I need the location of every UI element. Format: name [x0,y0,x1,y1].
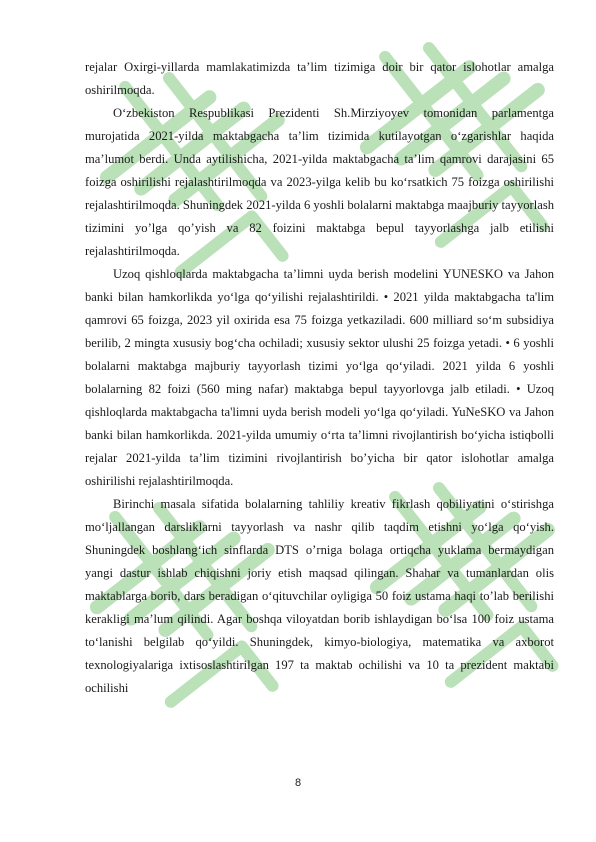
paragraph: Uzoq qishloqlarda maktabgacha ta’limni uyda berish modelini YUNESKO va Jahon banki bilan hamkorlikda yo‘lga qo‘yilishi rejalashtirildi. • 2021 yilda maktabgacha ta'lim qamrovi 65 foizga, 2023 yil oxirida esa 75 foizga yetkaziladi. 600 milliard so‘m subsidiya berilib, 2 mingta xususiy bog‘cha ochiladi; xususiy sektor ulushi 25 foizga yetadi. • 6 yoshli bolalarni maktabga majburiy tayyorlash tizimi yo‘lga qo‘yiladi. 2021 yilda 6 yoshli bolalarning 82 foizi (560 ming nafar) maktabga bepul tayyorlovga jalb etiladi. • Uzoq qishloqlarda maktabgacha ta'limni uyda berish modeli yo‘lga qo‘yiladi. YuNeSKO va Jahon banki bilan hamkorlikda. 2021-yilda umumiy o‘rta ta’limni rivojlantirish bo‘yicha istiqbolli rejalar 2021-yilda ta’lim tizimini rivojlantirish bo’yicha bir qator islohotlar amalga oshirilishi rejalashtirilmoqda. [85,267,554,488]
paragraph: Birinchi masala sifatida bolalarning tahliliy kreativ fikrlash qobiliyatini o‘stirishga mo‘ljallangan darsliklarni tayyorlash va nashr qilib taqdim etishni yo‘lga qo‘yish. Shuningdek boshlang‘ich sinflarda DTS o’rniga bolaga ortiqcha yuklama bermaydigan yangi dastur ishlab chiqishni joriy etish maqsad qilingan. Shahar va tumanlardan olis maktablarga borib, dars beradigan o‘qituvchilar oyligiga 50 foiz ustama haqi to’lab berilishi kerakligi ma’lum qilindi. Agar boshqa viloyatdan borib ishlaydigan bo‘lsa 100 foiz ustama to‘lanishi belgilab qo‘yildi. Shuningdek, kimyo-biologiya, matematika va axborot texnologiyalariga ixtisoslashtirilgan 197 ta maktab ochilishi va 10 ta prezident maktabi ochilishi [85,497,554,695]
page-number: 8 [294,777,302,789]
paragraph: rejalar Oxirgi-yillarda mamlakatimizda ta’lim tizimiga doir bir qator islohotlar amalga oshirilmoqda. [85,60,554,97]
document-body [85,56,554,700]
paragraph: O‘zbekiston Respublikasi Prezidenti Sh.Mirziyoyev tomonidan parlamentga murojatida 2021-yilda maktabgacha ta’lim tizimida kutilayotgan o‘zgarishlar haqida ma’lumot berdi. Unda aytilishicha, 2021-yilda maktabgacha ta’lim qamrovi darajasini 65 foizga oshirilishi rejalashtirilmoqda va 2023-yilga kelib bu ko‘rsatkich 75 foizga oshirilishi rejalashtirilmoqda. Shuningdek 2021-yilda 6 yoshli bolalarni maktabga maajburiy tayyorlash tizimini yo’lga qo’yish va 82 foizini maktabga bepul tayyorlashga jalb etilishi rejalashtirilmoqda. [85,106,555,258]
